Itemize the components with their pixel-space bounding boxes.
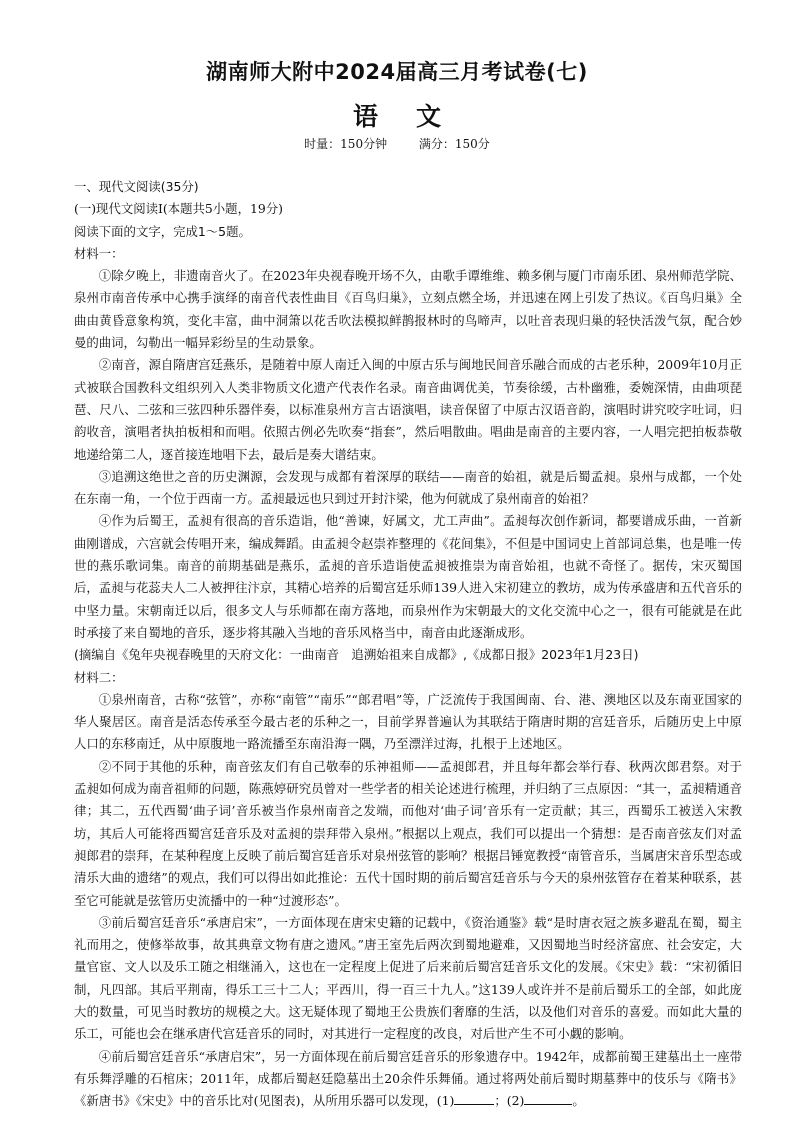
exam-content bbox=[74, 176, 742, 1112]
answer-blank-1[interactable] bbox=[454, 1092, 494, 1105]
material1-paragraph-2: ②南音，源自隋唐宫廷燕乐，是随着中原人南迁入闽的中原古乐与闽地民间音乐融合而成的古老乐种，2009年10月正式被联合国教科文组织列入人类非物质文化遗产代表作名录。南音曲调优美，节奏徐缓，古朴幽雅，委婉深情，由曲项琵琶、尺八、二弦和三弦四种乐器伴奏，以标准泉州方言古语演唱，读音保留了中原古汉语音韵，演唱时讲究咬字吐词，归韵收音，演唱者执拍板相和而唱。依照古例必先吹奏“指套”，然后唱散曲。唱曲是南音的主要内容，一人唱完把拍板恭敬地递给第二人，逐首接连地唱下去，最后是奏大谱结束。 bbox=[74, 357, 742, 462]
material1-paragraph-1: ①除夕晚上，非遗南音火了。在2023年央视春晚开场不久，由歌手谭维维、赖多俐与厦门市南乐团、泉州师范学院、泉州市南音传承中心携手演绎的南音代表性曲目《百鸟归巢》，立刻点燃全场，并迅速在网上引发了热议。《百鸟归巢》全曲由黄昏意象构筑，变化丰富，曲中洞箫以花舌吹法模拟鲜鹊报林时的鸟啼声，以吐音表现归巢的轻快活泼气氛，配合妙曼的曲词，勾勒出一幅异彩纷呈的生动景象。 bbox=[74, 268, 742, 351]
reading-instruction: 阅读下面的文字，完成1～5题。 bbox=[74, 223, 251, 239]
answer-blank-2[interactable] bbox=[524, 1092, 572, 1105]
blank-end-mark: 。 bbox=[572, 1093, 585, 1109]
exam-title: 湖南师大附中2024届高三月考试卷(七) bbox=[206, 60, 588, 84]
sub-section-heading: (一)现代文阅读Ⅰ(本题共5小题，19分) bbox=[74, 201, 283, 217]
section-heading: 一、现代文阅读(35分) bbox=[74, 179, 199, 194]
exam-meta bbox=[0, 135, 794, 152]
time-limit: 时量：150分钟 bbox=[304, 137, 388, 151]
material1-paragraph-4: ④作为后蜀王，孟昶有很高的音乐造诣，他“善谏，好属文，尤工声曲”。孟昶每次创作新词，都要谱成乐曲，一首新曲刚谱成，六宫就会传唱开来，编成舞蹈。由孟昶令赵崇祚整理的《花间集》，不但是中国词史上首部词总集，也是唯一传世的燕乐歌词集。南音的前期基础是燕乐，孟昶的音乐造诣使孟昶被推崇为南音始祖，也就不奇怪了。据传，宋灭蜀国后，孟昶与花蕊夫人二人被押往汴京，其精心培养的后蜀宫廷乐师139人进入宋初建立的教坊，成为传承盛唐和五代音乐的中坚力量。宋朝南迁以后，很多文人与乐师都在南方落地，而泉州作为宋朝最大的文化交流中心之一，很有可能就是在此时承接了来自蜀地的音乐，逐步将其融入当地的音乐风格当中，南音由此逐渐成形。 bbox=[74, 513, 742, 640]
material2-paragraph-2: ②不同于其他的乐种，南音弦友们有自己敬奉的乐神祖师——孟昶郎君，并且每年都会举行春、秋两次郎君祭。对于孟昶如何成为南音祖师的问题，陈燕婷研究员曾对一些学者的相关论述进行梳理，并归纳了三点原因：“其一，孟昶精通音律；其二，五代西蜀‘曲子词’音乐被当作泉州南音之发端，而他对‘曲子词’音乐有一定贡献；其三，西蜀乐工被送入宋教坊，其后人可能将西蜀宫廷音乐及对孟昶的崇拜带入泉州。”根据以上观点，我们可以提出一个猜想：是否南音弦友们对孟昶郎君的崇拜，在某种程度上反映了前后蜀宫廷音乐对泉州弦管的影响？根据吕锤宽教授“南管音乐，当属唐宋音乐型态或清乐大曲的遗绪”的观点，我们可以得出如此推论：五代十国时期的前后蜀宫廷音乐与今天的泉州弦管存在着某种联系，甚至它可能就是弦管历史流播中的一种“过渡形态”。 bbox=[74, 758, 742, 908]
material2-paragraph-4-text: ④前后蜀宫廷音乐“承唐启宋”，另一方面体现在前后蜀宫廷音乐的形象遗存中。1942年，成都前蜀王建墓出土一座带有乐舞浮雕的石棺床；2011年，成都后蜀赵廷隐墓出土20余件乐舞俑。通过将两处前后蜀时期墓葬中的伎乐与《隋书》《新唐书》《宋史》中的音乐比对(见图表)，从所用乐器可以发现，(1) bbox=[74, 1048, 742, 1109]
material2-label: 材料二： bbox=[74, 669, 124, 685]
material1-label: 材料一： bbox=[74, 245, 124, 261]
material2-paragraph-4 bbox=[74, 1046, 742, 1113]
material2-paragraph-3: ③前后蜀宫廷音乐“承唐启宋”，一方面体现在唐宋史籍的记载中，《资治通鉴》载“是时唐衣冠之族多避乱在蜀，蜀主礼而用之，使修举故事，故其典章文物有唐之遗风。”唐王室先后两次到蜀地避难，又因蜀地当时经济富庶、社会安定，大量官宦、文人以及乐工随之相继涌入，这也在一定程度上促进了后来前后蜀宫廷音乐文化的发展。《宋史》载：“宋初循旧制，凡四部。其后平荆南，得乐工三十二人；平西川，得一百三十九人。”这139人或许并不是前后蜀乐工的全部，如此庞大的数量，可见当时教坊的规模之大。这无疑体现了蜀地王公贵族们奢靡的生活，以及他们对音乐的喜爱。而如此大量的乐工，可能也会在继承唐代宫廷音乐的同时，对其进行一定程度的改良，对后世产生不可小觑的影响。 bbox=[74, 914, 742, 1042]
subject-title: 语文 bbox=[352, 102, 479, 131]
blank-separator: ；(2) bbox=[494, 1093, 525, 1109]
material1-source: (摘编自《兔年央视春晚里的天府文化：一曲南音 追溯始祖来自成都》,《成都日报》2023年1月23日) bbox=[74, 647, 639, 663]
material2-paragraph-1: ①泉州南音，古称“弦管”，亦称“南管”“南乐”“郎君唱”等，广泛流传于我国闽南、台、港、澳地区以及东南亚国家的华人聚居区。南音是活态传承至今最古老的乐种之一，目前学界普遍认为其联结于隋唐时期的宫廷音乐，后随历史上中原人口的东移南迁，从中原腹地一路流播至东南沿海一隅，乃至漂洋过海，扎根于上述地区。 bbox=[74, 691, 742, 752]
full-score: 满分：150分 bbox=[418, 137, 490, 151]
material1-paragraph-3: ③追溯这绝世之音的历史渊源，会发现与成都有着深厚的联结——南音的始祖，就是后蜀孟昶。泉州与成都，一个处在东南一角，一个位于西南一方。孟昶最远也只到过开封汴梁，他为何就成了泉州南音的始祖？ bbox=[74, 468, 742, 507]
